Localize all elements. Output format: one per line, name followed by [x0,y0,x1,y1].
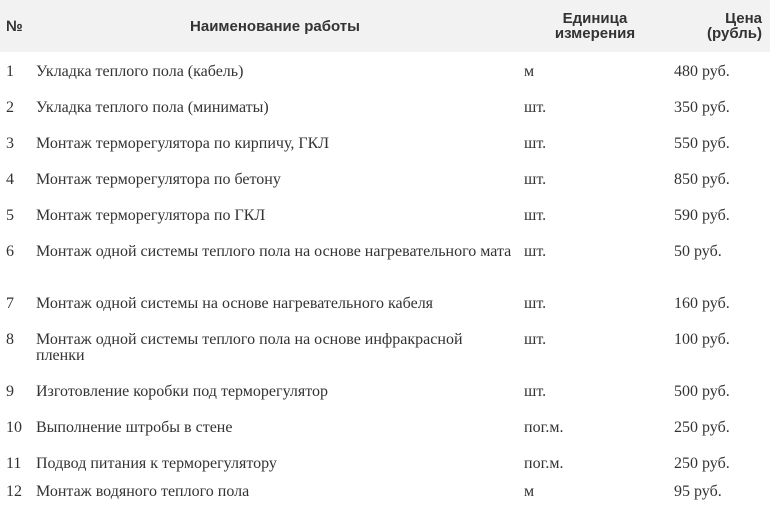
row-number: 1 [6,63,14,80]
table-header [0,0,770,52]
row-unit: шт. [524,207,547,224]
row-unit: пог.м. [524,455,564,472]
row-work-name: Подвод питания к терморегулятору [36,455,277,472]
table-row [0,196,770,232]
row-work-name: Монтаж одной системы на основе нагревательного кабеля [36,295,434,312]
row-unit: шт. [524,171,547,188]
row-price: 590 руб. [674,207,730,224]
row-unit: шт. [524,135,547,152]
row-number: 12 [6,483,22,500]
row-number: 7 [6,295,14,312]
row-price: 500 руб. [674,383,730,400]
row-price: 160 руб. [674,295,730,312]
row-work-name: Монтаж терморегулятора по бетону [36,171,281,188]
row-work-name: Монтаж водяного теплого пола [36,483,250,500]
row-unit: шт. [524,331,547,348]
row-price: 850 руб. [674,171,730,188]
table-row [0,284,770,320]
row-work-name: Монтаж одной системы теплого пола на основе нагревательного мата [36,243,512,260]
header-unit-line1: Единица [562,10,628,27]
row-work-name: Выполнение штробы в стене [36,419,233,436]
row-number: 6 [6,243,14,260]
row-price: 95 руб. [674,483,722,500]
header-row [0,0,770,52]
row-work-name: Укладка теплого пола (кабель) [36,63,244,80]
header-number: № [0,0,30,52]
row-number: 11 [6,455,22,472]
row-number: 5 [6,207,14,224]
table-row [0,124,770,160]
row-work-name: Монтаж терморегулятора по кирпичу, ГКЛ [36,135,330,152]
row-unit: шт. [524,295,547,312]
header-work-name: Наименование работы [30,0,520,52]
row-price: 50 руб. [674,243,722,260]
table-row [0,372,770,408]
table-row [0,444,770,480]
row-unit: шт. [524,383,547,400]
table-row [0,320,770,372]
row-work-name: Монтаж терморегулятора по ГКЛ [36,207,266,224]
row-unit: м [524,63,535,80]
header-price-line1: Цена [725,10,762,27]
table-row [0,88,770,124]
row-price: 350 руб. [674,99,730,116]
table-row [0,232,770,284]
row-unit: м [524,483,535,500]
row-price: 250 руб. [674,419,730,436]
row-work-name: Изготовление коробки под терморегулятор [36,383,329,400]
row-work-name: Монтаж одной системы теплого пола на основе инфракрасной пленки [36,331,463,364]
row-number: 8 [6,331,14,348]
row-number: 10 [6,419,22,436]
table-row [0,160,770,196]
header-price [670,0,770,52]
row-price: 100 руб. [674,331,730,348]
row-number: 3 [6,135,14,152]
table-row [0,408,770,444]
header-unit-line2: измерения [554,25,636,42]
row-unit: шт. [524,99,547,116]
row-number: 2 [6,99,14,116]
table-body [0,52,770,504]
row-work-name: Укладка теплого пола (миниматы) [36,99,269,116]
row-price: 480 руб. [674,63,730,80]
header-price-line2: (рубль) [707,25,762,42]
row-price: 550 руб. [674,135,730,152]
table-row [0,480,770,504]
row-price: 250 руб. [674,455,730,472]
table-row [0,52,770,88]
row-number: 9 [6,383,14,400]
header-unit [520,0,670,52]
row-unit: шт. [524,243,547,260]
row-number: 4 [6,171,14,188]
row-unit: пог.м. [524,419,564,436]
